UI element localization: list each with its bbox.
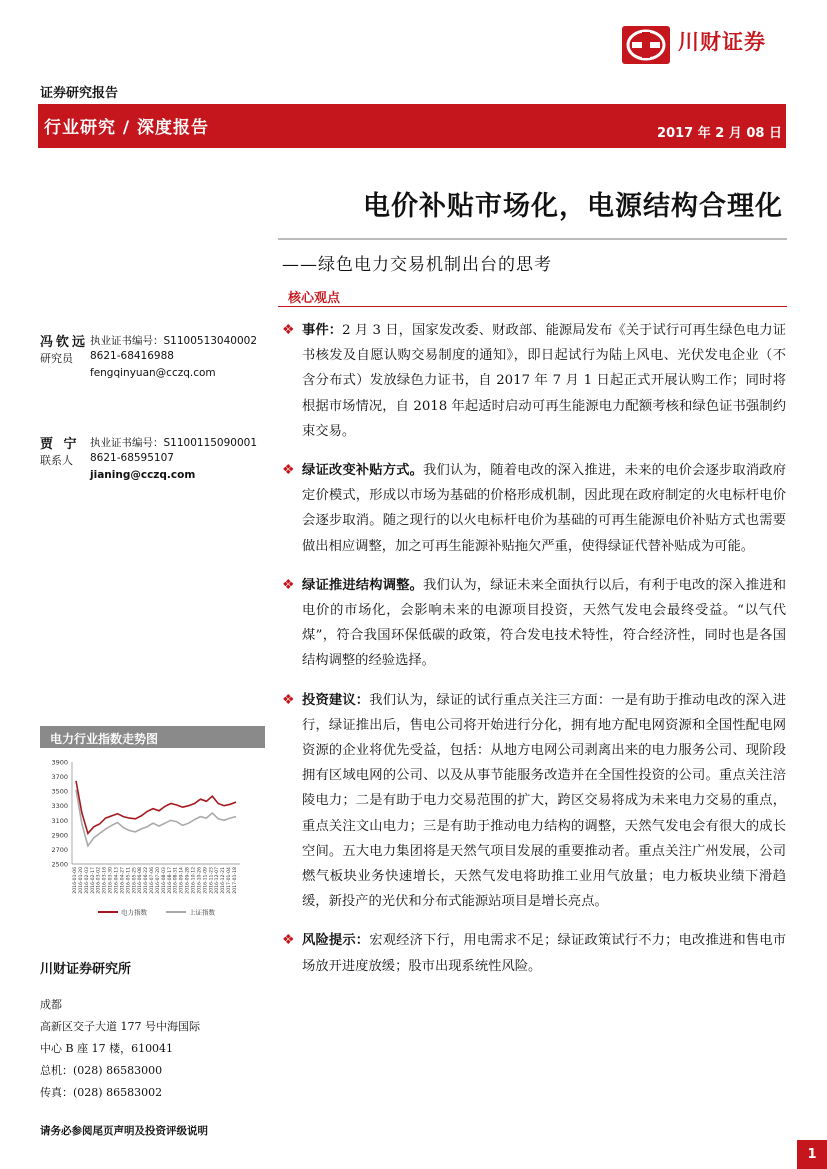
brand-name: 川财证券 [678, 30, 766, 54]
chart-legend-label: 电力指数 [121, 908, 147, 917]
key-points [278, 318, 786, 993]
page-number: 1 [797, 1140, 827, 1169]
analyst-email[interactable]: jianing@cczq.com [90, 469, 196, 481]
address-line: 成都 [40, 998, 62, 1011]
index-chart [40, 752, 265, 922]
chart-x-tick-label: 2016-10-26 [197, 867, 203, 894]
chart-x-tick-label: 2016-12-21 [221, 867, 227, 894]
chart-series-line [76, 790, 236, 846]
chart-x-tick-label: 2016-04-13 [114, 867, 120, 894]
chart-x-tick-label: 2016-05-11 [126, 867, 132, 894]
key-point [278, 458, 786, 559]
diamond-bullet-icon: ❖ [282, 932, 295, 949]
chart-x-tick-label: 2016-06-08 [138, 867, 144, 894]
point-heading: 投资建议： [302, 692, 370, 708]
chart-x-tick-label: 2016-02-03 [84, 867, 90, 894]
chart-title: 电力行业指数走势图 [50, 732, 159, 746]
analyst-card [40, 433, 265, 483]
chart-x-tick-label: 2017-01-18 [233, 867, 238, 894]
chart-x-tick-label: 2016-03-16 [102, 867, 108, 894]
diamond-bullet-icon: ❖ [282, 462, 295, 479]
title-divider [278, 238, 787, 240]
chart-x-tick-label: 2016-10-12 [191, 867, 197, 894]
chart-x-tick-label: 2016-11-23 [209, 867, 215, 894]
point-text: 我们认为，绿证未来全面执行以后，有利于电改的深入推进和电价的市场化，会影响未来的电源项目投资，天然气发电会最终受益。“以气代煤”，符合我国环保低碳的政策，符合发电技术特性，符合经济性，同时也是各国结构调整的经验选择。 [302, 577, 787, 669]
page-subtitle: ——绿色电力交易机制出台的思考 [282, 255, 552, 275]
section-divider [278, 306, 787, 307]
section-label: 核心观点 [288, 291, 341, 306]
chart-x-tick-label: 2016-04-27 [120, 867, 126, 894]
chart-x-tick-label: 2016-01-20 [78, 867, 84, 894]
analyst-cert: 执业证书编号：S1100513040002 [90, 335, 258, 347]
chart-x-tick-label: 2016-11-09 [203, 867, 209, 894]
report-kind: 证券研究报告 [40, 86, 119, 101]
chart-y-tick-label: 2700 [51, 845, 68, 854]
chart-x-tick-label: 2017-01-04 [227, 867, 233, 894]
chart-x-tick-label: 2016-01-06 [73, 867, 78, 894]
address-line: 中心 B 座 17 楼，610041 [40, 1042, 174, 1055]
chart-y-tick-label: 2900 [51, 831, 68, 840]
chart-y-tick-label: 3100 [51, 816, 68, 825]
chart-x-tick-label: 2016-03-02 [96, 867, 102, 894]
point-text: 我们认为，随着电改的深入推进，未来的电价会逐步取消政府定价模式，形成以市场为基础的价格形成机制，因此现在政府制定的火电标杆电价会逐步取消。随之现行的以火电标杆电价为基础的可再生能源电价补贴方式也需要做出相应调整，加之可再生能源补贴拖欠严重，使得绿证代替补贴成为可能。 [302, 463, 787, 554]
point-heading: 绿证改变补贴方式。 [302, 463, 424, 479]
analyst-email[interactable]: fengqinyuan@cczq.com [90, 367, 216, 379]
chart-x-tick-label: 2016-09-28 [185, 867, 191, 894]
chart-x-tick-label: 2016-05-25 [132, 867, 138, 894]
analyst-role: 研究员 [40, 352, 73, 365]
key-point [278, 318, 786, 444]
diamond-bullet-icon: ❖ [282, 576, 295, 593]
chart-y-tick-label: 2500 [51, 860, 68, 869]
analyst-name: 贾 宁 [40, 437, 80, 452]
chart-x-tick-label: 2016-09-14 [179, 867, 185, 894]
address-line: 高新区交子大道 177 号中海国际 [40, 1020, 200, 1033]
diamond-bullet-icon: ❖ [282, 322, 295, 338]
analyst-card [40, 331, 265, 381]
chart-x-tick-label: 2016-03-30 [108, 867, 114, 894]
point-heading: 风险提示： [302, 933, 370, 949]
chart-x-tick-label: 2016-08-31 [173, 867, 179, 894]
report-category: 行业研究 / 深度报告 [44, 118, 210, 138]
point-heading: 事件： [302, 323, 343, 338]
chart-y-tick-label: 3300 [51, 802, 68, 811]
analyst-phone: 8621-68595107 [90, 452, 174, 464]
analyst-cert: 执业证书编号：S1100115090001 [90, 437, 258, 449]
chart-x-tick-label: 2016-08-17 [167, 867, 173, 894]
chart-x-tick-label: 2016-02-17 [90, 867, 96, 894]
key-point [278, 573, 786, 674]
analyst-phone: 8621-68416988 [90, 350, 174, 362]
chart-header [40, 726, 265, 748]
diamond-bullet-icon: ❖ [282, 691, 295, 708]
brand-logo-icon [622, 26, 670, 64]
phone-line: 总机：(028) 86583000 [40, 1064, 163, 1077]
point-text: 2 月 3 日，国家发改委、财政部、能源局发布《关于试行可再生绿色电力证书核发及自愿认购交易制度的通知》，即日起试行为陆上风电、光伏发电企业（不含分布式）发放绿色力证书，自 2017 年 7 月 1 日起正式开展认购工作；同时将根据市场情况，自 2018 年起适时启动可再生能源电力配额考核和绿色证书强制约束交易。 [302, 323, 787, 439]
chart-legend-label: 上证指数 [189, 908, 215, 917]
chart-x-tick-label: 2016-07-20 [155, 867, 161, 894]
chart-x-tick-label: 2016-06-22 [144, 867, 150, 894]
analyst-name: 冯钦远 [40, 335, 89, 350]
key-point [278, 688, 786, 915]
institute-name: 川财证券研究所 [40, 962, 132, 977]
fax-line: 传真：(028) 86583002 [40, 1086, 163, 1099]
chart-y-tick-label: 3500 [51, 787, 68, 796]
chart-x-tick-label: 2016-08-03 [161, 867, 167, 894]
chart-y-tick-label: 3700 [51, 773, 68, 782]
point-text: 宏观经济下行，用电需求不足；绿证政策试行不力；电改推进和售电市场放开进度放缓；股市出现系统性风险。 [302, 933, 787, 974]
point-text: 我们认为，绿证的试行重点关注三方面：一是有助于推动电改的深入进行，绿证推出后，售电公司将开始进行分化，拥有地方配电网资源和全国性配电网资源的企业将优先受益，包括：从地方电网公司剥离出来的电力服务公司、现阶段拥有区域电网的公司、以及从事节能服务改造并在全国性投资的公司。重点关注涪陵电力；二是有助于电力交易范围的扩大，跨区交易将成为未来电力交易的重点，重点关注文山电力；三是有助于推动电力结构的调整，天然气发电会有很大的成长空间。五大电力集团将是天然气项目发展的重要推动者。重点关注广州发展，公司燃气板块业务快速增长，天然气发电将助推工业用气放量；电力板块业绩下滑趋缓，新投产的光伏和分布式能源站项目是增长亮点。 [302, 692, 787, 910]
key-point [278, 928, 786, 978]
point-heading: 绿证推进结构调整。 [302, 577, 424, 593]
report-date: 2017 年 2 月 08 日 [657, 126, 782, 141]
disclaimer-note: 请务必参阅尾页声明及投资评级说明 [40, 1125, 208, 1137]
chart-x-tick-label: 2016-07-06 [150, 867, 156, 894]
chart-x-tick-label: 2016-12-07 [215, 867, 221, 894]
chart-y-tick-label: 3900 [51, 758, 68, 767]
analyst-role: 联系人 [40, 454, 73, 467]
page-title: 电价补贴市场化，电源结构合理化 [363, 191, 783, 222]
